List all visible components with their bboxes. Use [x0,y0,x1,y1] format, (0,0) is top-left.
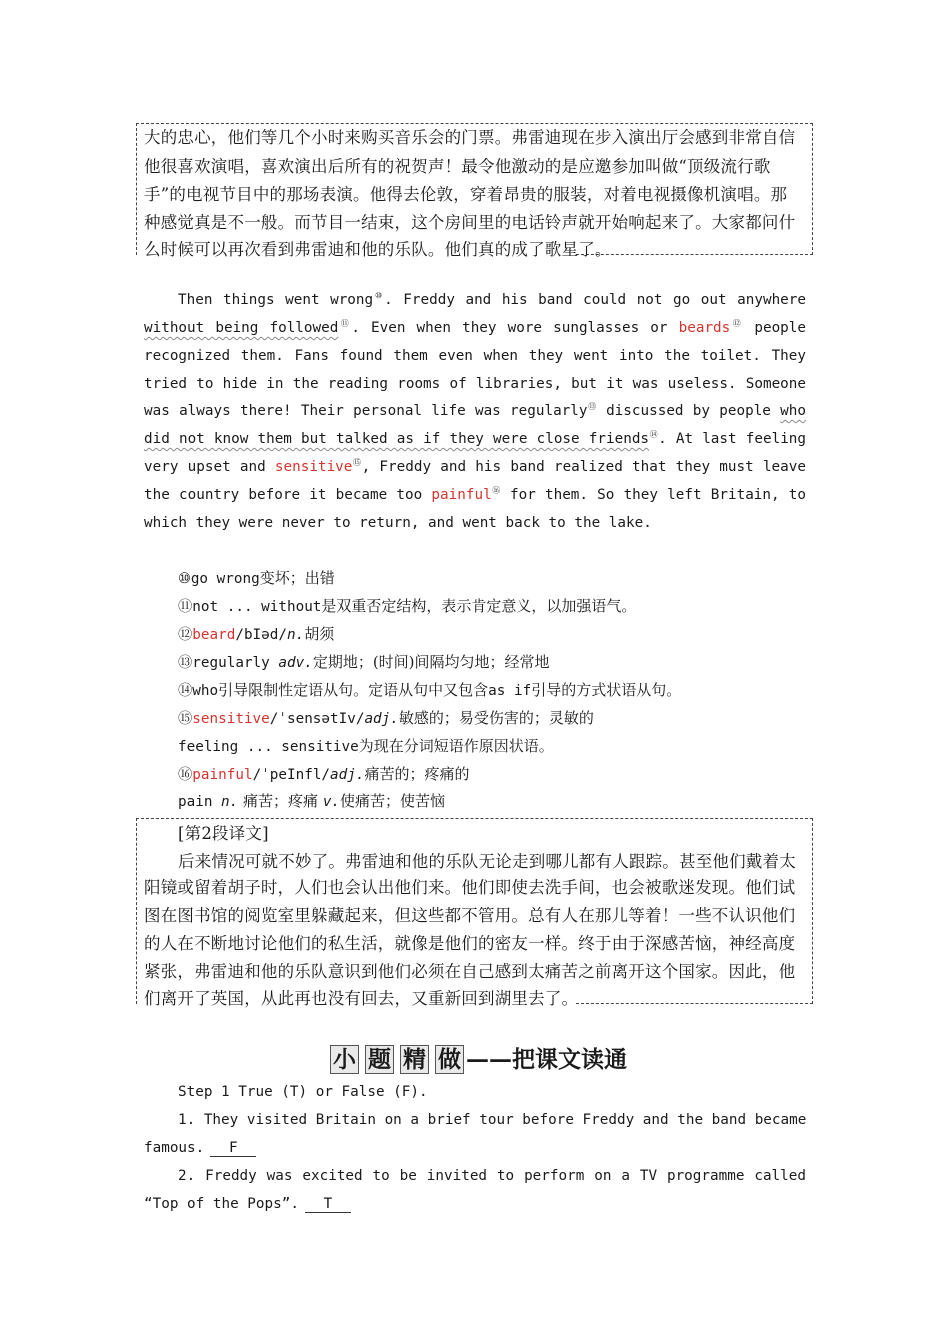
question-2: 2. Freddy was excited to be invited to perform on a TV programme called [178,1168,806,1184]
translation-line: 他很喜欢演唱，喜欢演出后所有的祝贺声！最令他激动的是应邀参加叫做“顶级流行歌 [144,157,771,176]
note-12: ⑫beard/bIəd/n.胡须 [178,625,335,643]
translation-line: 图在图书馆的阅览室里躲藏起来，但这些都不管用。总有人在那儿等着！一些不认识他们 [144,906,796,925]
question-1-cont: famous. F [144,1140,806,1157]
vocab-word: painful [431,487,492,503]
translation-heading: [第2段译文] [178,824,269,843]
translation-line: 阳镜或留着胡子时，人们也会认出他们来。他们即使去洗手间，也会被歌迷发现。他们试 [144,878,796,897]
paragraph-line: which they were never to return, and went back to the lake. [144,515,652,531]
question-2-cont: “Top of the Pops”. T [144,1196,806,1213]
paragraph-line: was always there! Their personal life was regularly⑬ discussed by people who [144,402,806,419]
paragraph-line: tried to hide in the reading rooms of libraries, but it was useless. Someone [144,376,806,392]
translation-line: 大的忠心，他们等几个小时来购买音乐会的门票。弗雷迪现在步入演出厅会感到非常自信 [144,128,796,147]
translation-line: 后来情况可就不妙了。弗雷迪和他的乐队无论走到哪儿都有人跟踪。甚至他们戴着太 [178,852,796,871]
paragraph-line: without being followed⑪. Even when they wore sunglasses or beards⑫ people [144,319,807,336]
paragraph-line: Then things went wrong⑩. Freddy and his band could not go out anywhere [178,291,806,308]
answer-blank[interactable]: F [210,1140,256,1157]
underlined-phrase: did not know them but talked as if they were close friends [144,431,650,447]
paragraph-line: very upset and sensitive⑮, Freddy and his band realized that they must leave [144,458,806,475]
note-14: ⑭who引导限制性定语从句。定语从句中又包含as if引导的方式状语从句。 [178,681,682,699]
translation-line: 们离开了英国，从此再也没有回去，又重新回到湖里去了。 [144,989,579,1008]
underlined-phrase: who [780,403,806,419]
note-15-extra: feeling ... sensitive为现在分词短语作原因状语。 [178,737,554,755]
note-marker: ⑩ [373,291,385,301]
answer-blank[interactable]: T [305,1196,351,1213]
paragraph-line: did not know them but talked as if they were close friends⑭. At last feeling [144,430,807,447]
vocab-word: beards [678,320,731,336]
underlined-phrase: without being followed [144,320,339,336]
translation-line: 手”的电视节目中的那场表演。他得去伦敦，穿着昂贵的服装，对着电视摄像机演唱。那 [144,185,788,204]
vocab-word: sensitive [274,459,353,475]
paragraph-line: the country before it became too painful⑯ for them. So they left Britain, to [144,486,807,503]
note-11: ⑪not ... without是双重否定结构，表示肯定意义，以加强语气。 [178,597,637,615]
paragraph-line: recognized them. Fans found them even when they went into the toilet. They [144,348,806,364]
note-16: ⑯painful/ˈpeInfl/adj.痛苦的；疼痛的 [178,765,470,783]
question-1: 1. They visited Britain on a brief tour before Freddy and the band became [178,1112,807,1128]
note-10: ⑩go wrong变坏；出错 [178,569,335,587]
translation-line: 么时候可以再次看到弗雷迪和他的乐队。他们真的成了歌星了。 [144,240,612,259]
note-16-extra: pain n. 痛苦；疼痛 v.使痛苦；使苦恼 [178,792,446,810]
translation-line: 紧张，弗雷迪和他的乐队意识到他们必须在自己感到太痛苦之前离开这个国家。因此，他 [144,962,796,981]
section-title: 小 题 精 做 ——把课文读通 [330,1045,627,1077]
translation-line: 的人在不断地讨论他们的私生活，就像是他们的密友一样。终于由于深感苦恼，神经高度 [144,934,796,953]
translation-line: 种感觉真是不一般。而节目一结束，这个房间里的电话铃声就开始响起来了。大家都问什 [144,213,796,232]
note-13: ⑬regularly adv.定期地；(时间)间隔均匀地；经常地 [178,653,550,671]
exercise-step: Step 1 True (T) or False (F). [178,1084,428,1100]
note-15: ⑮sensitive/ˈsensətIv/adj.敏感的；易受伤害的；灵敏的 [178,709,594,727]
